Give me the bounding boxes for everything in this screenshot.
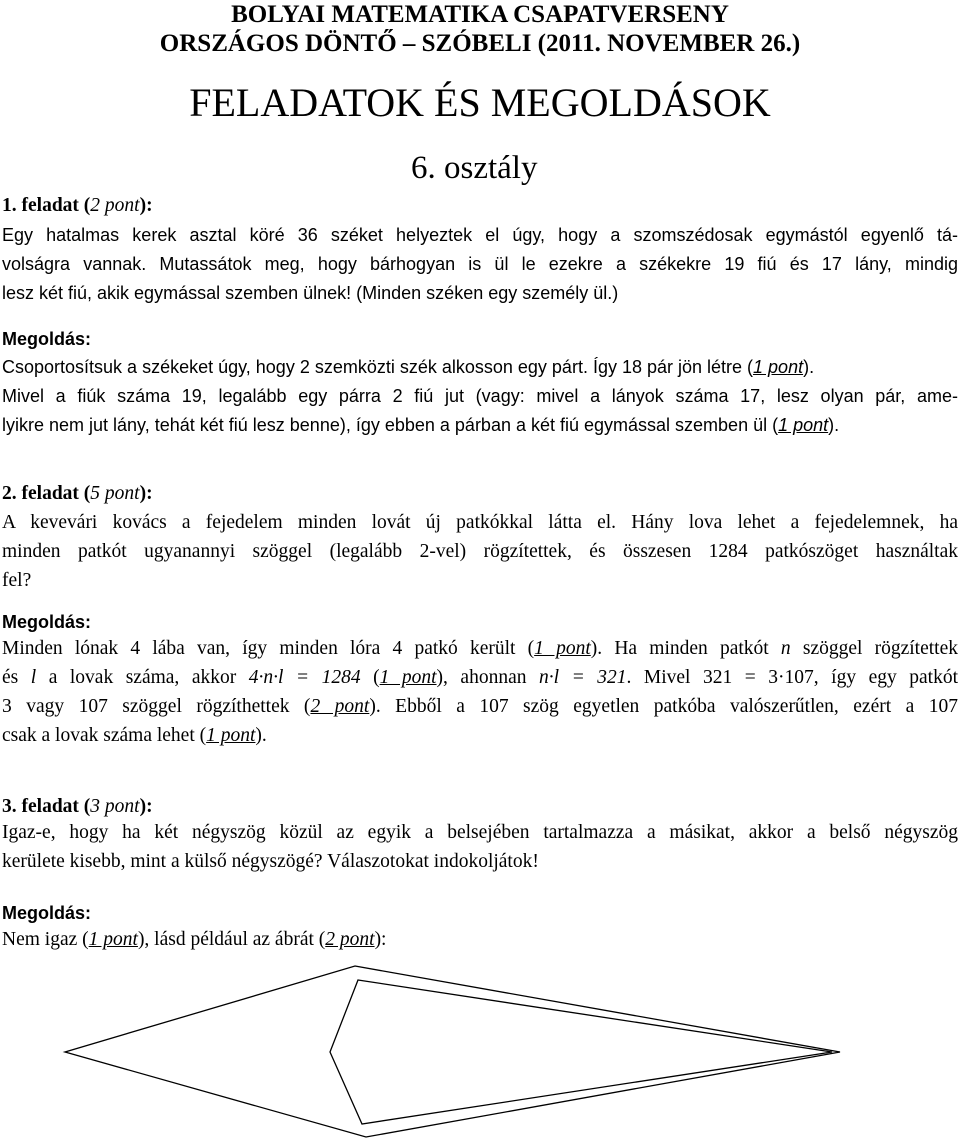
var-l: l [30, 667, 37, 688]
task2-solution-line-4: csak a lovak száma lehet (1 pont). [2, 725, 267, 746]
task2-text [2, 508, 958, 595]
task1-solution-line-1: Csoportosítsuk a székeket úgy, hogy 2 szemközti szék alkosson egy párt. Így 18 pár jön létre (1 pont). [2, 357, 815, 377]
task1-solution-label: Megoldás: [2, 329, 92, 349]
task1-line-3: lesz két fiú, akik egymással szemben ülnek! (Minden széken egy személy ül.) [2, 283, 619, 303]
task1-sol-point-2: 1 pont [778, 415, 829, 435]
task2-line-3: fel? [2, 570, 32, 591]
task2-points: 5 pont [90, 483, 140, 504]
task3-line-1: Igaz-e, hogy ha két négyszög közül az egyik a belsejében tartalmazza a másikat, akkor a belső négyszög [2, 822, 958, 843]
task1-solution-line-2: Mivel a fiúk száma 19, legalább egy párra 2 fiú jut (vagy: mivel a lányok száma 17, lesz olyan pár, ame- [2, 386, 958, 406]
task1-solution [2, 353, 958, 440]
equation-2: n·l = 321 [539, 667, 627, 688]
task3-title: 3. feladat (3 pont): [2, 796, 153, 817]
task3-sol-point-1: 1 pont [88, 929, 138, 950]
task1-line-1: Egy hatalmas kerek asztal köré 36 széket helyeztek el úgy, hogy a szomszédosak egymástól egyenlő tá- [2, 225, 958, 245]
outer-quadrilateral [65, 966, 840, 1137]
task3-solution [2, 925, 958, 954]
task1-points: 2 pont [90, 195, 140, 216]
task1-solution-line-3: lyikre nem jut lány, tehát két fiú lesz benne), így ebben a párban a két fiú egymással szemben ül (1 pont). [2, 415, 840, 435]
header-line-1: BOLYAI MATEMATIKA CSAPATVERSENY [231, 1, 729, 28]
task2-solution-line-3: 3 vagy 107 szöggel rögzíthettek (2 pont). Ebből a 107 szög egyetlen patkóba valószerűtlen, ezért a 107 [2, 696, 958, 717]
task2-line-2: minden patkót ugyanannyi szöggel (legalább 2-vel) rögzítettek, és összesen 1284 patkószöget használtak [2, 541, 958, 562]
task2-sol-point-2: 1 pont [379, 667, 437, 688]
task2-sol-point-4: 1 pont [206, 725, 256, 746]
quadrilateral-figure [0, 960, 960, 1144]
grade-title: 6. osztály [411, 150, 538, 186]
task3-line-2: kerülete kisebb, mint a külső négyszögé? Válaszotokat indokoljátok! [2, 851, 539, 872]
task1-text [2, 221, 958, 308]
task3-solution-line-1: Nem igaz (1 pont), lásd például az ábrát (2 pont): [2, 929, 387, 950]
task1-line-2: volságra vannak. Mutassátok meg, hogy bárhogyan is ül le ezekre a székekre 19 fiú és 17 lány, mindig [2, 254, 958, 274]
inner-quadrilateral [330, 980, 832, 1124]
task1-sol-point-1: 1 pont [753, 357, 804, 377]
task3-text [2, 818, 958, 876]
header-line-2: ORSZÁGOS DÖNTŐ – SZÓBELI (2011. NOVEMBER 26.) [159, 30, 801, 57]
task2-solution [2, 634, 958, 750]
task3-solution-label: Megoldás: [2, 903, 92, 923]
task3-sol-point-2: 2 pont [325, 929, 375, 950]
task2-line-1: A kevevári kovács a fejedelem minden lovát új patkókkal látta el. Hány lova lehet a fejedelemnek, ha [2, 512, 958, 533]
equation-3: 321 = 3·107 [702, 667, 814, 688]
task2-sol-point-1: 1 pont [534, 638, 591, 659]
task2-title: 2. feladat (5 pont): [2, 483, 153, 504]
task1-title: 1. feladat (2 pont): [2, 195, 153, 216]
main-title: FELADATOK ÉS MEGOLDÁSOK [189, 80, 771, 125]
task3-points: 3 pont [90, 796, 140, 817]
equation-1: 4·n·l = 1284 [248, 667, 361, 688]
var-n: n [780, 638, 791, 659]
task2-solution-line-1: Minden lónak 4 lába van, így minden lóra 4 patkó került (1 pont). Ha minden patkót n szöggel rögzítettek [2, 638, 958, 659]
task2-solution-label: Megoldás: [2, 612, 92, 632]
task2-solution-line-2: és l a lovak száma, akkor 4·n·l = 1284 (1 pont), ahonnan n·l = 321. Mivel 321 = 3·107, így egy patkót [2, 667, 958, 688]
task2-sol-point-3: 2 pont [310, 696, 370, 717]
